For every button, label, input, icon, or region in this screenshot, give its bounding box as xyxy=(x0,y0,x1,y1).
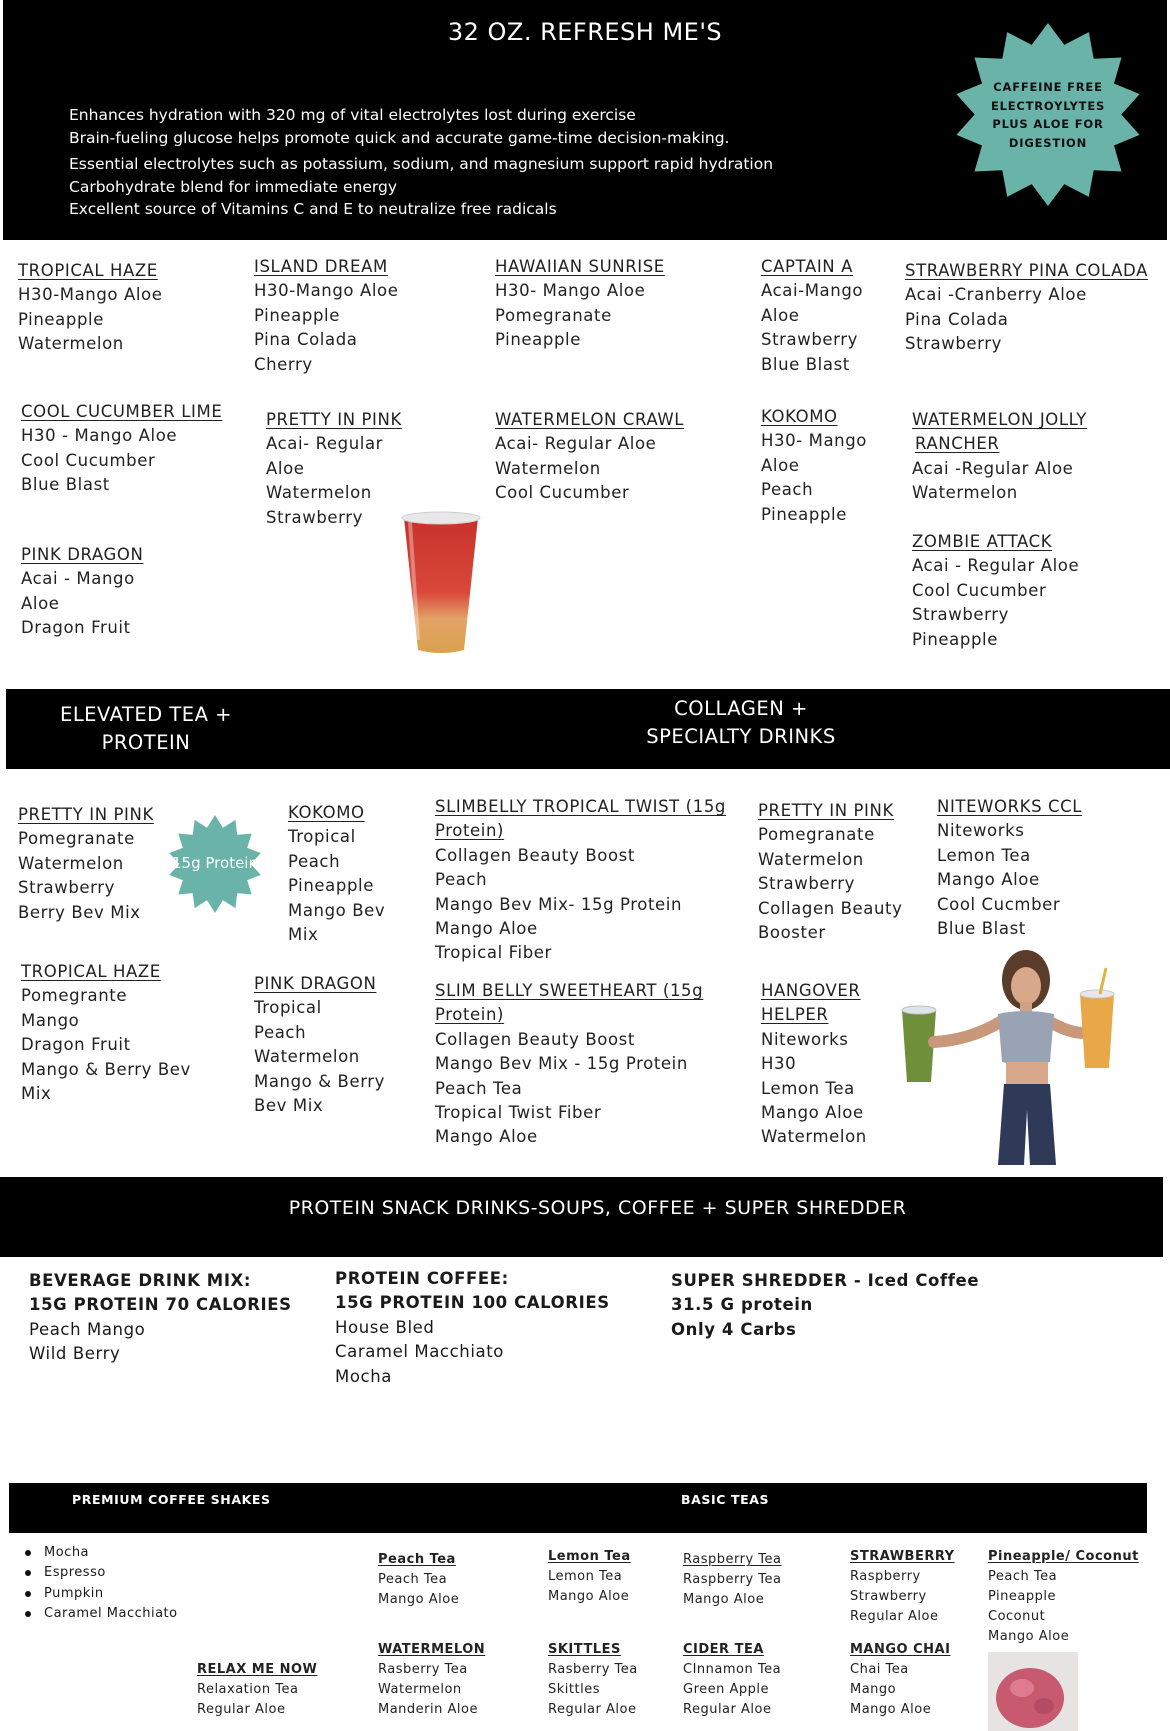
tea-mango-chai xyxy=(850,1640,950,1720)
tea-item-pretty-in-pink xyxy=(18,803,154,925)
item-line: Blue Blast xyxy=(937,919,1026,939)
item-line: Berry Bev Mix xyxy=(18,902,141,922)
item-line: Mango & Berry xyxy=(254,1071,386,1091)
menu-item-zombie-attack xyxy=(912,530,1079,652)
tea-strawberry xyxy=(850,1547,955,1627)
item-line: H30- Mango Aloe xyxy=(495,281,646,301)
item-line: Watermelon xyxy=(266,483,372,503)
item-line: Regular Aloe xyxy=(197,1702,286,1717)
item-line: Rasberry Tea xyxy=(378,1662,468,1677)
list-item: Espresso xyxy=(22,1563,178,1583)
snack-line: Wild Berry xyxy=(29,1344,121,1364)
item-line: Mango Aloe xyxy=(683,1592,765,1607)
item-line: Cool Cucumber xyxy=(495,483,630,503)
item-line: Aloe xyxy=(761,305,800,325)
item-line: Manderin Aloe xyxy=(378,1702,478,1717)
item-line: Pomegranate xyxy=(495,305,612,325)
item-line: Pomegrante xyxy=(21,986,128,1006)
item-line: Mango Aloe xyxy=(761,1103,864,1123)
item-line: Acai- Regular Aloe xyxy=(495,434,657,454)
item-line: Bev Mix xyxy=(254,1096,324,1116)
item-line: Strawberry xyxy=(850,1589,927,1604)
item-line: Peach xyxy=(254,1022,307,1042)
item-line: Lemon Tea xyxy=(548,1569,623,1584)
item-title: RANCHER xyxy=(915,434,1000,454)
item-line: Mix xyxy=(21,1084,52,1104)
heading-line: PROTEIN xyxy=(101,731,191,754)
item-line: Acai - Regular Aloe xyxy=(912,556,1080,576)
benefit-line: Enhances hydration with 320 mg of vital electrolytes lost during exercise xyxy=(69,106,636,124)
badge-line: DIGESTION xyxy=(1008,135,1088,150)
item-line: Peach xyxy=(288,851,341,871)
item-line: Dragon Fruit xyxy=(21,618,131,638)
item-line: Lemon Tea xyxy=(761,1078,855,1098)
tea-item-tropical-haze xyxy=(21,960,191,1106)
item-line: Niteworks xyxy=(761,1029,849,1049)
item-line: Mango xyxy=(21,1010,80,1030)
item-line: Acai- Regular xyxy=(266,434,384,454)
tea-raspberry xyxy=(683,1550,781,1610)
item-line: Blue Blast xyxy=(21,475,110,495)
item-line: Dragon Fruit xyxy=(21,1035,131,1055)
item-line: Tropical xyxy=(288,827,356,847)
item-line: Pineapple xyxy=(912,629,998,649)
item-line: Chai Tea xyxy=(850,1662,909,1677)
item-line: Raspberry Tea xyxy=(683,1572,782,1587)
item-line: Lemon Tea xyxy=(937,845,1031,865)
benefit-line: Essential electrolytes such as potassium, sodium, and magnesium support rapid hydration xyxy=(69,155,774,173)
item-title: SLIM BELLY SWEETHEART (15g xyxy=(435,981,704,1000)
item-line: Booster xyxy=(758,923,826,943)
tea-pineapple-coconut xyxy=(988,1547,1139,1647)
item-title: Peach Tea xyxy=(378,1552,456,1567)
item-title: KOKOMO xyxy=(761,407,838,426)
snack-heading: 15G PROTEIN 100 CALORIES xyxy=(335,1293,610,1313)
tea-cup-image xyxy=(988,1652,1078,1731)
item-line: Watermelon xyxy=(495,458,601,478)
basic-teas-heading: BASIC TEAS xyxy=(681,1492,770,1507)
item-line: Acai -Cranberry Aloe xyxy=(905,285,1087,305)
beverage-drink-mix xyxy=(29,1269,292,1367)
item-title: CAPTAIN A xyxy=(761,257,853,276)
tea-cider xyxy=(683,1640,781,1720)
item-line: Cool Cucmber xyxy=(937,894,1061,914)
item-line: Watermelon xyxy=(758,849,864,869)
item-line: Tropical xyxy=(254,998,322,1018)
collagen-item-hangover-helper xyxy=(761,979,867,1150)
item-line: Rasberry Tea xyxy=(548,1662,638,1677)
item-title: PRETTY IN PINK xyxy=(18,805,154,824)
item-line: Strawberry xyxy=(266,507,363,527)
item-title: NITEWORKS CCL xyxy=(937,797,1083,816)
item-title: MANGO CHAI xyxy=(850,1642,951,1657)
item-line: Watermelon xyxy=(761,1127,867,1147)
item-line: Peach xyxy=(435,870,488,890)
menu-item-kokomo xyxy=(761,405,867,527)
item-line: Mango Aloe xyxy=(378,1592,460,1607)
item-line: Tropical Twist Fiber xyxy=(435,1103,602,1123)
item-line: Pineapple xyxy=(18,309,104,329)
menu-item-island-dream xyxy=(254,255,399,377)
item-line: Regular Aloe xyxy=(548,1702,637,1717)
item-line: Mango Aloe xyxy=(850,1702,932,1717)
list-item: Mocha xyxy=(22,1543,178,1563)
collagen-heading xyxy=(586,695,896,751)
snack-heading: 31.5 G protein xyxy=(671,1295,813,1315)
item-line: Peach Tea xyxy=(988,1569,1058,1584)
premium-shakes-list xyxy=(22,1543,178,1624)
item-line: Watermelon xyxy=(18,334,124,354)
item-title: KOKOMO xyxy=(288,803,365,822)
item-title: PRETTY IN PINK xyxy=(266,410,402,429)
tea-relax-me-now xyxy=(197,1660,317,1720)
item-line: Pina Colada xyxy=(905,309,1009,329)
tea-item-kokomo xyxy=(288,801,385,947)
item-title: RELAX ME NOW xyxy=(197,1662,318,1677)
item-line: CInnamon Tea xyxy=(683,1662,782,1677)
item-line: Mango Aloe xyxy=(988,1629,1070,1644)
item-line: H30 - Mango Aloe xyxy=(21,426,178,446)
collagen-item-slimbelly-tropical-twist xyxy=(435,795,726,966)
item-line: Niteworks xyxy=(937,821,1025,841)
menu-item-watermelon-jolly-rancher xyxy=(912,408,1087,506)
item-line: H30- Mango xyxy=(761,431,867,451)
item-title: CIDER TEA xyxy=(683,1642,764,1657)
badge-line: ELECTROYLYTES xyxy=(990,98,1106,113)
item-title: Pineapple/ Coconut xyxy=(988,1549,1139,1564)
item-title: STRAWBERRY xyxy=(850,1549,955,1564)
item-line: Raspberry xyxy=(850,1569,921,1584)
tea-lemon xyxy=(548,1547,631,1607)
item-line: Collagen Beauty Boost xyxy=(435,845,635,865)
menu-item-tropical-haze xyxy=(18,259,163,357)
item-line: Pomegranate xyxy=(18,829,135,849)
protein-snack-heading: PROTEIN SNACK DRINKS-SOUPS, COFFEE + SUPER SHREDDER xyxy=(288,1197,907,1219)
item-line: Cool Cucumber xyxy=(912,580,1047,600)
item-title: TROPICAL HAZE xyxy=(21,962,161,981)
menu-item-pretty-in-pink xyxy=(266,408,402,530)
item-line: Mango Aloe xyxy=(435,1127,538,1147)
badge-line: CAFFEINE FREE xyxy=(993,80,1103,94)
item-line: Strawberry xyxy=(18,878,115,898)
item-line: Mango Aloe xyxy=(435,919,538,939)
item-line: Mango Aloe xyxy=(937,870,1040,890)
item-line: Pineapple xyxy=(288,876,374,896)
woman-with-drinks-image xyxy=(900,950,1120,1165)
item-line: Green Apple xyxy=(683,1682,770,1697)
protein-badge-label: 15g Protein xyxy=(172,854,258,872)
drink-cup-image xyxy=(398,508,484,654)
protein-badge xyxy=(167,814,263,914)
item-line: Peach xyxy=(761,480,814,500)
elevated-tea-heading xyxy=(26,701,266,757)
tea-watermelon xyxy=(378,1640,485,1720)
list-item: Pumpkin xyxy=(22,1584,178,1604)
heading-line: ELEVATED TEA + xyxy=(60,703,232,726)
item-line: Watermelon xyxy=(912,483,1018,503)
item-line: Mango Bev Mix- 15g Protein xyxy=(435,894,683,914)
item-title: WATERMELON JOLLY xyxy=(912,410,1087,429)
item-line: Mango Bev xyxy=(288,900,386,920)
benefit-line: Carbohydrate blend for immediate energy xyxy=(69,177,398,196)
menu-item-watermelon-crawl xyxy=(495,408,684,506)
super-shredder xyxy=(671,1269,979,1342)
snack-heading: BEVERAGE DRINK MIX: xyxy=(29,1271,252,1290)
item-line: Strawberry xyxy=(905,334,1002,354)
item-line: Mix xyxy=(288,925,319,945)
shakes-teas-band xyxy=(9,1483,1147,1533)
item-line: Acai - Mango xyxy=(21,569,135,589)
item-line: Acai -Regular Aloe xyxy=(912,458,1074,478)
badge-line: PLUS ALOE FOR xyxy=(992,117,1104,131)
benefits-list xyxy=(69,104,773,221)
header-band xyxy=(3,0,1167,240)
snack-heading: 15G PROTEIN 70 CALORIES xyxy=(29,1295,292,1315)
item-title: HANGOVER xyxy=(761,981,861,1000)
item-line: Pineapple xyxy=(495,330,581,350)
menu-item-cool-cucumber-lime xyxy=(21,400,222,498)
item-line: Cherry xyxy=(254,354,313,374)
menu-item-pink-dragon xyxy=(21,543,143,641)
page-title: 32 OZ. REFRESH ME'S xyxy=(447,18,723,46)
item-line: H30 xyxy=(761,1054,797,1074)
item-title: WATERMELON xyxy=(378,1642,486,1657)
snack-heading: Only 4 Carbs xyxy=(671,1319,797,1339)
tea-cup-icon xyxy=(988,1652,1078,1731)
tea-skittles xyxy=(548,1640,638,1720)
item-line: Tropical Fiber xyxy=(435,943,552,963)
benefit-line: Excellent source of Vitamins C and E to neutralize free radicals xyxy=(69,200,557,218)
item-line: Strawberry xyxy=(758,874,855,894)
tea-item-pink-dragon xyxy=(254,972,385,1118)
snack-line: House Bled xyxy=(335,1317,435,1337)
item-line: Blue Blast xyxy=(761,354,850,374)
list-item: Caramel Macchiato xyxy=(22,1604,178,1624)
item-line: Strawberry xyxy=(912,605,1009,625)
snack-line: Caramel Macchiato xyxy=(335,1342,504,1362)
protein-coffee xyxy=(335,1267,610,1389)
item-title: COOL CUCUMBER LIME xyxy=(21,402,223,421)
item-title: ISLAND DREAM xyxy=(254,257,388,276)
protein-snack-band xyxy=(0,1177,1163,1257)
item-line: Watermelon xyxy=(18,853,124,873)
heading-line: COLLAGEN + xyxy=(674,697,808,720)
item-title: TROPICAL HAZE xyxy=(18,261,158,280)
item-line: Cool Cucumber xyxy=(21,450,156,470)
item-title: SLIMBELLY TROPICAL TWIST (15g xyxy=(435,797,726,816)
item-line: Skittles xyxy=(548,1682,600,1697)
menu-item-hawaiian-sunrise xyxy=(495,255,665,353)
item-title: Protein) xyxy=(435,821,505,841)
item-line: Peach Tea xyxy=(435,1078,523,1098)
item-line: Relaxation Tea xyxy=(197,1682,299,1697)
item-title: WATERMELON CRAWL xyxy=(495,410,685,429)
item-line: Coconut xyxy=(988,1609,1046,1624)
item-line: Watermelon xyxy=(378,1682,462,1697)
menu-item-captain-a xyxy=(761,255,863,377)
snack-line: Mocha xyxy=(335,1366,392,1386)
item-title: HAWAIIAN SUNRISE xyxy=(495,257,665,276)
item-title: ZOMBIE ATTACK xyxy=(912,532,1053,551)
item-line: Mango xyxy=(850,1682,897,1697)
benefit-line: Brain-fueling glucose helps promote quick and accurate game-time decision-making. xyxy=(69,128,730,147)
item-title: Lemon Tea xyxy=(548,1549,631,1564)
item-line: Aloe xyxy=(266,458,305,478)
item-line: Watermelon xyxy=(254,1047,360,1067)
item-line: Peach Tea xyxy=(378,1572,448,1587)
item-line: Regular Aloe xyxy=(850,1609,939,1624)
item-title: Raspberry Tea xyxy=(683,1552,782,1567)
collagen-item-pretty-in-pink xyxy=(758,799,903,945)
item-line: Mango & Berry Bev xyxy=(21,1059,191,1079)
item-line: Collagen Beauty Boost xyxy=(435,1029,635,1049)
item-title: STRAWBERRY PINA COLADA xyxy=(905,261,1148,280)
tea-peach xyxy=(378,1550,459,1610)
item-line: Pineapple xyxy=(988,1589,1056,1604)
item-line: Regular Aloe xyxy=(683,1702,772,1717)
item-title: PINK DRAGON xyxy=(21,545,144,564)
cup-illustration-icon xyxy=(398,508,484,654)
item-title: PRETTY IN PINK xyxy=(758,801,894,820)
snack-line: Peach Mango xyxy=(29,1319,146,1339)
item-title: PINK DRAGON xyxy=(254,974,377,993)
item-line: Mango Aloe xyxy=(548,1589,630,1604)
item-line: H30-Mango Aloe xyxy=(254,281,399,301)
menu-item-strawberry-pina-colada xyxy=(905,259,1148,357)
tea-collagen-band xyxy=(6,689,1170,769)
snack-heading: SUPER SHREDDER - Iced Coffee xyxy=(671,1271,980,1290)
heading-line: SPECIALTY DRINKS xyxy=(646,725,836,748)
caffeine-free-badge xyxy=(953,22,1143,207)
item-line: Mango Bev Mix - 15g Protein xyxy=(435,1054,688,1074)
person-illustration-icon xyxy=(900,950,1120,1165)
item-line: Pomegranate xyxy=(758,825,875,845)
item-line: Strawberry xyxy=(761,330,858,350)
item-line: Aloe xyxy=(21,593,60,613)
premium-shakes-heading: PREMIUM COFFEE SHAKES xyxy=(72,1492,271,1507)
item-line: Pineapple xyxy=(761,504,847,524)
item-line: Pina Colada xyxy=(254,330,358,350)
item-title: HELPER xyxy=(761,1005,829,1025)
item-title: Protein) xyxy=(435,1005,505,1025)
collagen-item-niteworks-ccl xyxy=(937,795,1082,941)
item-line: Acai-Mango xyxy=(761,281,864,301)
collagen-item-slim-belly-sweetheart xyxy=(435,979,703,1150)
snack-heading: PROTEIN COFFEE: xyxy=(335,1269,509,1288)
item-line: Aloe xyxy=(761,455,800,475)
item-line: Pineapple xyxy=(254,305,340,325)
item-title: SKITTLES xyxy=(548,1642,621,1657)
item-line: H30-Mango Aloe xyxy=(18,285,163,305)
item-line: Collagen Beauty xyxy=(758,898,903,918)
